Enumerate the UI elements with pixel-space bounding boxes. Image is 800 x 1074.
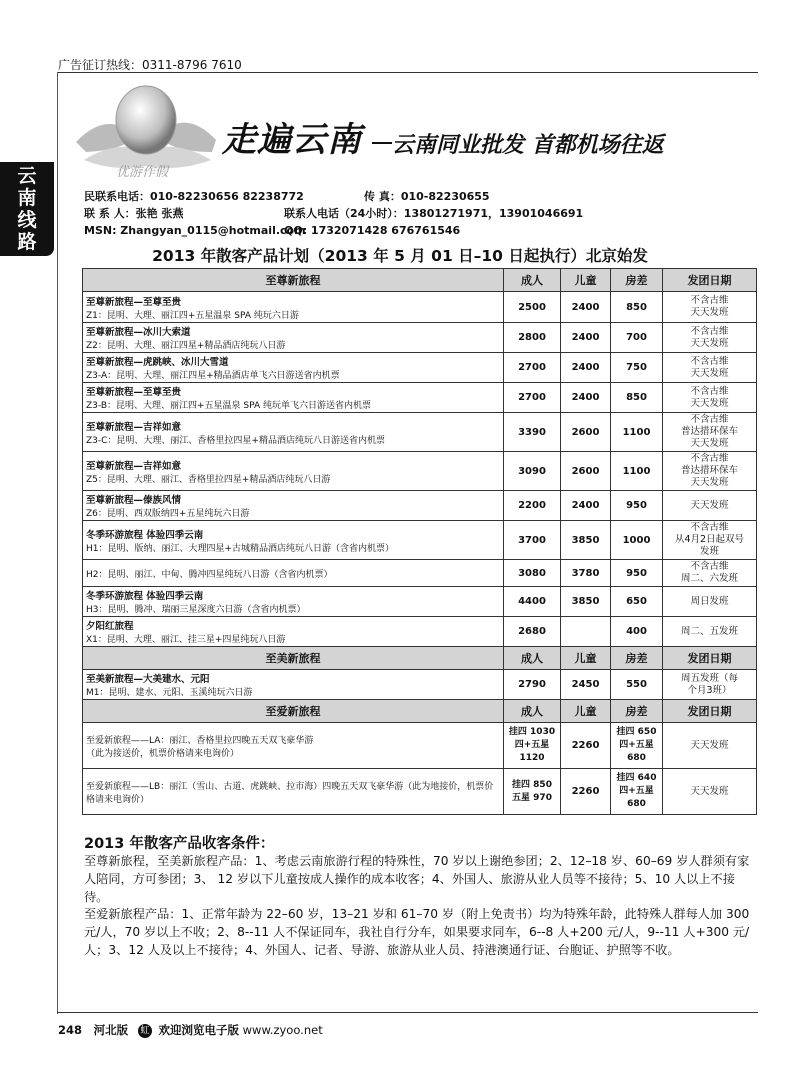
price-child: 2600 [561, 452, 611, 491]
price-adult: 4400 [504, 587, 561, 617]
phone-24h: 联系人电话（24小时）：13801271971，13901046691 [284, 207, 584, 220]
price-adult: 3090 [504, 452, 561, 491]
table-row [83, 413, 757, 452]
price-adult: 2500 [504, 292, 561, 323]
page-number: 248 [58, 1023, 83, 1037]
route-detail: X1：昆明、大理、丽江、挂三星+四星纯玩八日游 [86, 635, 286, 645]
route-detail: Z1：昆明、大理、丽江四+五星温泉 SPA 纯玩六日游 [86, 310, 299, 321]
conditions-paragraph: 至尊新旅程，至美新旅程产品：1、考虑云南旅游行程的特殊性，70 岁以上谢绝参团；2、12–18 岁、60–69 岁人群须有家人陪同，方可参团；3、 12 岁以下儿童按成人操作的成本收客；4、外国人、旅游从业人员等不接待；5、10 人以上不接待。 [84, 854, 750, 904]
column-header: 成人 [504, 700, 561, 723]
table-row [83, 292, 757, 323]
route-cell [83, 521, 504, 560]
contact-person: 联 系 人：张艳 张燕 [84, 207, 184, 220]
route-detail: 至爱新旅程——LB：丽江（雪山、古道、虎跳峡、拉市海）四晚五天双飞豪华游（此为地接价，机票价格请来电询价） [86, 781, 494, 805]
room-supplement: 挂四 650 四+五星 680 [611, 723, 663, 769]
route-cell [83, 452, 504, 491]
price-child: 2400 [561, 323, 611, 353]
ad-hotline: 广告征订热线：0311-8796 7610 [58, 58, 242, 72]
section-side-tab [0, 162, 54, 256]
route-detail: H1：昆明、版纳、丽江、大理四星+古城精品酒店纯玩八日游（含省内机票） [86, 543, 395, 554]
column-header: 房差 [611, 647, 663, 670]
top-rule [58, 72, 758, 73]
contact-block [84, 188, 584, 239]
room-supplement: 1100 [611, 413, 663, 452]
departure-date: 不含古维 周二、六发班 [663, 560, 757, 587]
website-link[interactable]: www.zyoo.net [242, 1023, 323, 1037]
departure-date: 不含古维 天天发班 [663, 353, 757, 383]
column-header: 儿童 [561, 647, 611, 670]
route-cell [83, 723, 504, 769]
section-header-row [83, 269, 757, 292]
room-supplement: 700 [611, 323, 663, 353]
column-header: 至美新旅程 [83, 647, 504, 670]
column-header: 至爱新旅程 [83, 700, 504, 723]
departure-date: 天天发班 [663, 769, 757, 815]
table-row [83, 560, 757, 587]
price-adult: 2680 [504, 617, 561, 647]
route-cell [83, 617, 504, 647]
plan-title: 2013 年散客产品计划（2013 年 5 月 01 日–10 日起执行）北京始发 [152, 247, 648, 265]
departure-date: 周日发班 [663, 587, 757, 617]
room-supplement: 1100 [611, 452, 663, 491]
departure-date: 不含古维 天天发班 [663, 383, 757, 413]
route-title: 至美新旅程—大美建水、元阳 [86, 674, 210, 685]
table-row [83, 491, 757, 521]
conditions-title: 2013 年散客产品收客条件： [84, 836, 275, 852]
departure-date: 天天发班 [663, 491, 757, 521]
column-header: 至尊新旅程 [83, 269, 504, 292]
table-row [83, 769, 757, 815]
tel-info: 民联系电话：010-82230656 82238772 [84, 190, 304, 203]
price-child: 2600 [561, 413, 611, 452]
route-cell [83, 560, 504, 587]
route-cell [83, 353, 504, 383]
table-row [83, 670, 757, 700]
fax-info: 传 真：010-82230655 [364, 190, 490, 203]
departure-date: 不含古维 普达措环保车 天天发班 [663, 452, 757, 491]
section-header-row [83, 647, 757, 670]
column-header: 房差 [611, 700, 663, 723]
side-tab-char: 南 [17, 187, 37, 209]
welcome-text: 欢迎浏览电子版 [158, 1023, 239, 1037]
price-adult: 2700 [504, 383, 561, 413]
side-tab-char: 路 [17, 231, 37, 253]
departure-date: 周二、五发班 [663, 617, 757, 647]
price-adult: 3080 [504, 560, 561, 587]
price-child: 3780 [561, 560, 611, 587]
banner-subtitle: 云南同业批发 首都机场往返 [392, 132, 664, 158]
route-cell [83, 413, 504, 452]
route-cell [83, 383, 504, 413]
route-cell [83, 491, 504, 521]
route-title: 夕阳红旅程 [86, 621, 134, 632]
route-title: 至尊新旅程—至尊至贵 [86, 296, 182, 308]
price-child [561, 617, 611, 647]
price-child: 2260 [561, 769, 611, 815]
departure-date: 不含古维 普达措环保车 天天发班 [663, 413, 757, 452]
table-row [83, 452, 757, 491]
banner-dash [372, 142, 392, 144]
column-header: 发团日期 [663, 700, 757, 723]
route-cell [83, 292, 504, 323]
price-child: 2400 [561, 292, 611, 323]
price-adult: 2800 [504, 323, 561, 353]
page-footer [58, 1022, 323, 1038]
departure-date: 天天发班 [663, 723, 757, 769]
table-row [83, 617, 757, 647]
column-header: 发团日期 [663, 269, 757, 292]
departure-date: 周五发班（每 个月3班） [663, 670, 757, 700]
route-title: 至尊新旅程—冰川大索道 [86, 327, 191, 338]
departure-date: 不含古维 从4月2日起双号 发班 [663, 521, 757, 560]
price-child: 2400 [561, 353, 611, 383]
route-title: 至尊新旅程—傣族风情 [86, 495, 182, 506]
route-detail: H2：昆明、丽江、中甸、腾冲四星纯玩八日游（含省内机票） [86, 569, 333, 580]
route-title: 至尊新旅程—吉祥如意 [86, 460, 182, 472]
route-cell [83, 323, 504, 353]
room-supplement: 850 [611, 292, 663, 323]
edition-label: 河北版 [93, 1023, 129, 1037]
price-adult: 3390 [504, 413, 561, 452]
route-detail: Z3-B：昆明、大理、丽江四+五星温泉 SPA 纯玩单飞六日游送省内机票 [86, 401, 371, 411]
column-header: 房差 [611, 269, 663, 292]
price-adult: 2790 [504, 670, 561, 700]
company-logo [66, 80, 226, 180]
column-header: 成人 [504, 269, 561, 292]
room-supplement: 挂四 640 四+五星 680 [611, 769, 663, 815]
price-adult: 挂四 850 五星 970 [504, 769, 561, 815]
price-adult: 2200 [504, 491, 561, 521]
room-supplement: 950 [611, 560, 663, 587]
table-row [83, 323, 757, 353]
qq-info: QQ: 1732071428 676761546 [284, 224, 461, 237]
tour-table [82, 268, 757, 815]
departure-date: 不含古维 天天发班 [663, 292, 757, 323]
table-row [83, 723, 757, 769]
route-title: 至尊新旅程—虎跳峡、冰川大雪道 [86, 357, 229, 368]
route-detail: Z6：昆明、西双版纳四+五星纯玩六日游 [86, 509, 250, 519]
room-supplement: 750 [611, 353, 663, 383]
conditions-body [84, 853, 754, 960]
route-title: 至尊新旅程—至尊至贵 [86, 387, 182, 398]
price-child: 3850 [561, 521, 611, 560]
conditions-paragraph: 至爱新旅程产品：1、正常年龄为 22–60 岁，13–21 岁和 61–70 岁（附上免责书）均为特殊年龄，此特殊人群每人加 300 元/人，70 岁以上不收；2、8--11 人不保证同车，我社自行分车，如果要求同车，6--8 人+200 元/人，9--11 人+300 元/人；3、12 人及以上不接待；4、外国人、记者、导游、旅游从业人员、持港澳通行证、台胞证、护照等不收。 [84, 907, 750, 957]
departure-date: 不含古维 天天发班 [663, 323, 757, 353]
room-supplement: 650 [611, 587, 663, 617]
price-adult: 3700 [504, 521, 561, 560]
route-detail: M1：昆明、建水、元阳、玉溪纯玩六日游 [86, 688, 253, 698]
room-supplement: 1000 [611, 521, 663, 560]
banner-title: 走遍云南 [222, 120, 362, 160]
section-header-row [83, 700, 757, 723]
table-row [83, 383, 757, 413]
route-cell [83, 670, 504, 700]
route-title: 至尊新旅程—吉祥如意 [86, 421, 182, 433]
price-child: 3850 [561, 587, 611, 617]
room-supplement: 400 [611, 617, 663, 647]
route-title: 冬季环游旅程 体验四季云南 [86, 529, 204, 541]
route-detail: Z3-A：昆明、大理、丽江四星+精品酒店单飞六日游送省内机票 [86, 371, 340, 381]
column-header: 成人 [504, 647, 561, 670]
route-detail: Z2：昆明、大理、丽江四星+精品酒店纯玩八日游 [86, 341, 286, 351]
room-supplement: 550 [611, 670, 663, 700]
route-title: 冬季环游旅程 体验四季云南 [86, 591, 204, 602]
route-detail: Z5：昆明、大理、丽江、香格里拉四星+精品酒店纯玩八日游 [86, 474, 331, 485]
price-adult: 2700 [504, 353, 561, 383]
bottom-rule [57, 1012, 758, 1013]
msn-info: MSN: Zhangyan_0115@hotmail.com [84, 224, 306, 237]
side-tab-char: 线 [17, 209, 37, 231]
route-detail: 至爱新旅程——LA：丽江、香格里拉四晚五天双飞豪华游 （此为接送价，机票价格请来电询价） [86, 735, 314, 759]
column-header: 儿童 [561, 700, 611, 723]
price-adult: 挂四 1030 四+五星 1120 [504, 723, 561, 769]
table-row [83, 587, 757, 617]
logo-text: 优游作假 [116, 165, 169, 180]
price-child: 2260 [561, 723, 611, 769]
column-header: 发团日期 [663, 647, 757, 670]
room-supplement: 950 [611, 491, 663, 521]
room-supplement: 850 [611, 383, 663, 413]
price-child: 2400 [561, 491, 611, 521]
left-rule [57, 72, 58, 1014]
route-detail: H3：昆明、腾冲、瑞丽三星深度六日游（含省内机票） [86, 605, 306, 615]
route-detail: Z3-C：昆明、大理、丽江、香格里拉四星+精品酒店纯玩八日游送省内机票 [86, 435, 385, 446]
route-cell [83, 769, 504, 815]
table-row [83, 521, 757, 560]
column-header: 儿童 [561, 269, 611, 292]
brand-badge-icon: 虹 [138, 1024, 152, 1038]
price-child: 2400 [561, 383, 611, 413]
route-cell [83, 587, 504, 617]
side-tab-char: 云 [17, 165, 37, 187]
price-child: 2450 [561, 670, 611, 700]
table-row [83, 353, 757, 383]
